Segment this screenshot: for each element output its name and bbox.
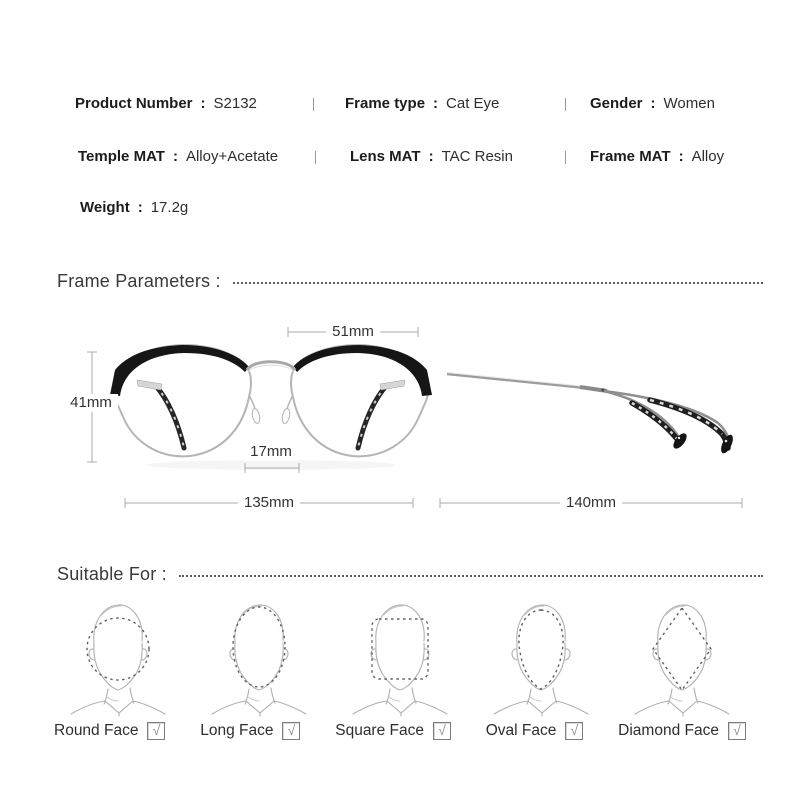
check-icon: √ xyxy=(733,722,741,738)
section-title: Frame Parameters : xyxy=(57,271,221,291)
column-divider xyxy=(313,98,314,111)
face-labels-row xyxy=(0,722,800,740)
check-icon: √ xyxy=(152,722,161,738)
bridge-width-label: 17mm xyxy=(244,443,298,461)
section-title: Suitable For : xyxy=(57,564,167,584)
dimension-lines xyxy=(87,327,742,508)
column-divider xyxy=(565,98,566,111)
temple-length-label: 140mm xyxy=(560,494,622,512)
spec-value: S2132 xyxy=(213,95,257,112)
spec-value: Alloy xyxy=(691,148,725,165)
spec-temple-mat xyxy=(78,148,278,165)
glasses-diagram xyxy=(40,300,760,530)
face-figures xyxy=(0,597,800,717)
spec-row-3 xyxy=(0,199,800,219)
check-icon: √ xyxy=(287,722,296,738)
checkbox-oval-face xyxy=(565,722,583,740)
spec-lens-mat xyxy=(350,148,513,165)
check-icon: √ xyxy=(570,722,579,738)
lens-width-label: 51mm xyxy=(326,323,380,341)
checkbox-square-face xyxy=(433,722,451,740)
face-label: Square Face xyxy=(335,722,424,739)
spec-weight xyxy=(80,199,188,216)
column-divider xyxy=(315,151,316,164)
face-figure-square xyxy=(334,597,466,717)
colon: : xyxy=(137,199,143,216)
bridge xyxy=(247,362,295,370)
spec-label: Lens MAT xyxy=(350,148,421,165)
column-divider xyxy=(565,151,566,164)
face-item-round xyxy=(54,722,165,740)
frame-parameters-heading xyxy=(57,271,763,292)
spec-value: Cat Eye xyxy=(446,95,500,112)
spec-frame-mat xyxy=(590,148,724,165)
face-figure-long xyxy=(193,597,325,717)
spec-value: Alloy+Acetate xyxy=(185,148,279,165)
face-item-long xyxy=(200,722,300,740)
spec-row-2 xyxy=(0,148,800,168)
face-figure-round xyxy=(52,597,184,717)
suitable-for-heading xyxy=(57,564,763,585)
face-label: Long Face xyxy=(200,722,274,739)
frame-width-label: 135mm xyxy=(238,494,300,512)
check-icon: √ xyxy=(438,722,446,738)
face-item-square xyxy=(335,722,451,740)
colon: : xyxy=(678,148,684,165)
spec-label: Weight xyxy=(80,199,130,216)
checkbox-round-face xyxy=(147,722,165,740)
checkbox-diamond-face xyxy=(728,722,746,740)
dotted-leader xyxy=(179,575,763,577)
spec-gender xyxy=(590,95,715,112)
spec-label: Product Number xyxy=(75,95,193,112)
colon: : xyxy=(172,148,178,165)
spec-label: Frame type xyxy=(345,95,426,112)
face-item-diamond xyxy=(618,722,746,740)
spec-frame-type xyxy=(345,95,499,112)
lens-height-label: 41mm xyxy=(64,394,118,412)
face-figure-diamond xyxy=(616,597,748,717)
colon: : xyxy=(433,95,439,112)
face-figure-oval xyxy=(475,597,607,717)
glasses-side-view xyxy=(447,373,735,455)
dotted-leader xyxy=(233,282,763,284)
checkbox-long-face xyxy=(282,722,300,740)
spec-label: Temple MAT xyxy=(78,148,165,165)
face-label: Oval Face xyxy=(485,722,557,739)
face-label: Diamond Face xyxy=(618,722,719,739)
spec-product-number xyxy=(75,95,257,112)
colon: : xyxy=(428,148,434,165)
spec-value: 17.2g xyxy=(150,199,189,216)
spec-value: TAC Resin xyxy=(441,148,513,165)
colon: : xyxy=(650,95,656,112)
face-item-oval xyxy=(486,722,584,740)
face-label: Round Face xyxy=(54,722,139,739)
spec-value: Women xyxy=(663,95,715,112)
spec-row-1 xyxy=(0,95,800,115)
colon: : xyxy=(200,95,206,112)
spec-label: Frame MAT xyxy=(590,148,671,165)
spec-label: Gender xyxy=(590,95,643,112)
